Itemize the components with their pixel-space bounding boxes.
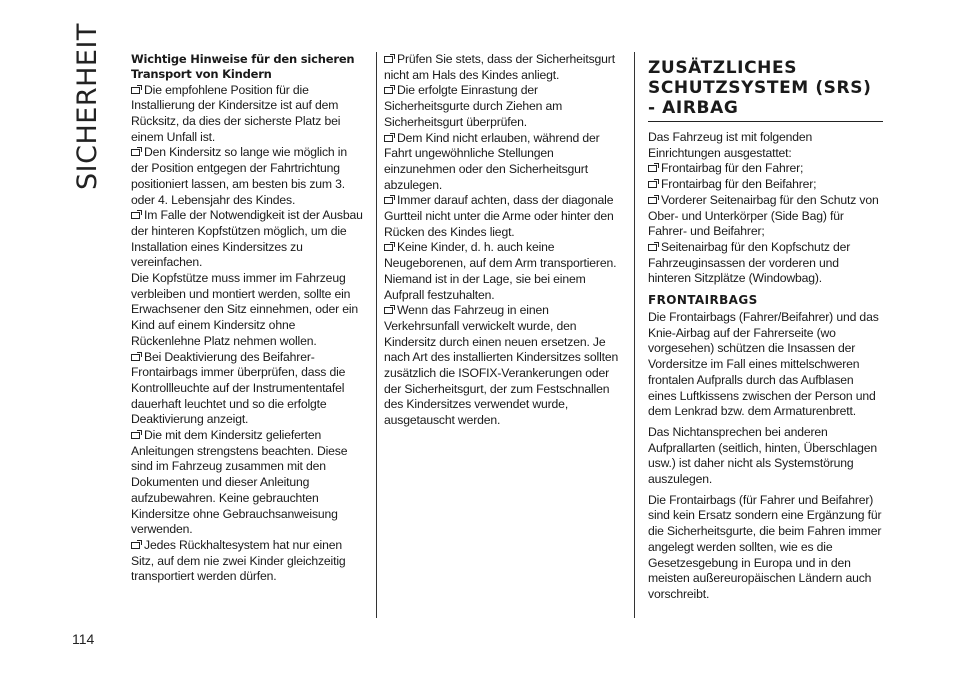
bullet-icon [131, 212, 140, 219]
list-item: Vorderer Seitenairbag für den Schutz von Ober- und Unterkörper (Side Bag) für Fahrer- und Beifahrer; [648, 192, 879, 239]
bullet-icon [648, 165, 657, 172]
list-item: Jedes Rückhaltesystem hat nur einen Sitz, auf dem nie zwei Kinder gleichzeitig transportiert werden dürfen. [131, 537, 346, 584]
paragraph: Die Kopfstütze muss immer im Fahrzeug verbleiben und montiert werden, sollte ein Erwachsener den Sitz einnehmen, oder ein Kind auf einem Kindersitz ohne Rückenlehne Platz nehmen wollen. [131, 271, 359, 348]
column-divider-1 [376, 52, 377, 618]
list-item: Bei Deaktivierung des Beifahrer-Frontairbags immer überprüfen, dass die Kontrollleuchte auf der Instrumententafel dauerhaft leuchtet und so die erfolgte Deaktivierung anzeigt. [131, 349, 346, 427]
list-item: Wenn das Fahrzeug in einen Verkehrsunfall verwickelt wurde, den Kindersitz durch einen neuen ersetzen. Je nach Art des installierten Kindersitzes sollten zusätzlich die ISOFIX-Verankerungen oder der Sicherheitsgurt, der zum Festschnallen des Kindersitzes verwendet wurde, ausgetauscht werden. [384, 303, 619, 428]
column-divider-2 [634, 52, 635, 618]
intro-paragraph: Das Fahrzeug ist mit folgenden Einrichtungen ausgestattet: [648, 130, 813, 160]
section-title-vertical [58, 23, 118, 190]
list-item: Frontairbag für den Fahrer; [648, 161, 883, 177]
bullet-icon [648, 197, 657, 204]
bullet-icon [384, 244, 393, 251]
bullet-icon [384, 197, 393, 204]
paragraph: Die Frontairbags (Fahrer/Beifahrer) und das Knie-Airbag auf der Fahrerseite (wo vorgesehen) schützen die Insassen der Vordersitze im Fall eines mittelschweren frontalen Aufpralls durch das Aufblasen eines Luftkissens zwischen der Person und dem Lenkrad bzw. dem Armaturenbrett. [648, 310, 879, 419]
list-item: Frontairbag für den Beifahrer; [648, 177, 883, 193]
list-item: Seitenairbag für den Kopfschutz der Fahrzeuginsassen der vorderen und hinteren Sitzplätze (Windowbag). [648, 239, 851, 286]
bullet-icon [131, 432, 140, 439]
list-item: Die erfolgte Einrastung der Sicherheitsgurte durch Ziehen am Sicherheitsgurt überprüfen. [384, 83, 563, 129]
frontairbags-subheading: FRONTAIRBAGS [648, 293, 758, 308]
list-item: Dem Kind nicht erlauben, während der Fahrt ungewöhnliche Stellungen einzunehmen oder den Sicherheitsgurt abzulegen. [384, 130, 600, 192]
column-2 [384, 52, 622, 429]
airbag-section-heading: ZUSÄTZLICHES SCHUTZSYSTEM (SRS) - AIRBAG [648, 58, 883, 122]
column-3 [648, 52, 883, 603]
bullet-icon [384, 307, 393, 314]
list-item: Prüfen Sie stets, dass der Sicherheitsgurt nicht am Hals des Kindes anliegt. [384, 52, 615, 82]
paragraph: Die Frontairbags (für Fahrer und Beifahrer) sind kein Ersatz sondern eine Ergänzung für die Sicherheitsgurte, die beim Fahren immer angelegt werden sollten, wie es die Gesetzesgebung in Europa und in den meisten außereuropäischen Ländern auch vorschreibt. [648, 492, 882, 601]
list-item: Die empfohlene Position für die Installierung der Kindersitze ist auf dem Rücksitz, da dies der sicherste Platz bei einem Unfall ist. [131, 82, 341, 144]
bullet-icon [131, 149, 140, 156]
bullet-icon [648, 244, 657, 251]
list-item: Die mit dem Kindersitz gelieferten Anleitungen strengstens beachten. Diese sind im Fahrzeug zusammen mit den Dokumenten und dieser Anleitung aufzubewahren. Keine gebrauchten Kindersitze ohne Gebrauchsanweisung verwenden. [131, 428, 348, 537]
paragraph: Das Nichtansprechen bei anderen Aufprallarten (seitlich, hinten, Überschlagen usw.) ist daher nicht als Systemstörung auszulegen. [648, 424, 878, 487]
bullet-icon [131, 354, 140, 361]
list-item: Keine Kinder, d. h. auch keine Neugeborenen, auf dem Arm transportieren. Niemand ist in der Lage, sie bei einem Aufprall festzuhalten. [384, 240, 617, 302]
section-title-text: SICHERHEIT [72, 23, 103, 190]
column-1 [131, 52, 367, 585]
list-item: Den Kindersitz so lange wie möglich in der Position entgegen der Fahrtrichtung positioniert lassen, am besten bis zum 3. oder 4. Lebensjahr des Kindes. [131, 145, 347, 207]
bullet-icon [384, 87, 393, 94]
list-item: Immer darauf achten, dass der diagonale Gurtteil nicht unter die Arme oder hinter den Rücken des Kindes liegt. [384, 193, 614, 239]
bullet-icon [648, 181, 657, 188]
bullet-icon [131, 542, 140, 549]
bullet-icon [384, 56, 393, 63]
child-transport-heading: Wichtige Hinweise für den sicheren Transport von Kindern [131, 52, 355, 82]
bullet-icon [131, 87, 140, 94]
bullet-icon [384, 135, 393, 142]
page-number: 114 [72, 631, 95, 647]
list-item: Im Falle der Notwendigkeit ist der Ausbau der hinteren Kopfstützen möglich, um die Installation eines Kindersitzes zu vereinfachen. [131, 208, 363, 270]
